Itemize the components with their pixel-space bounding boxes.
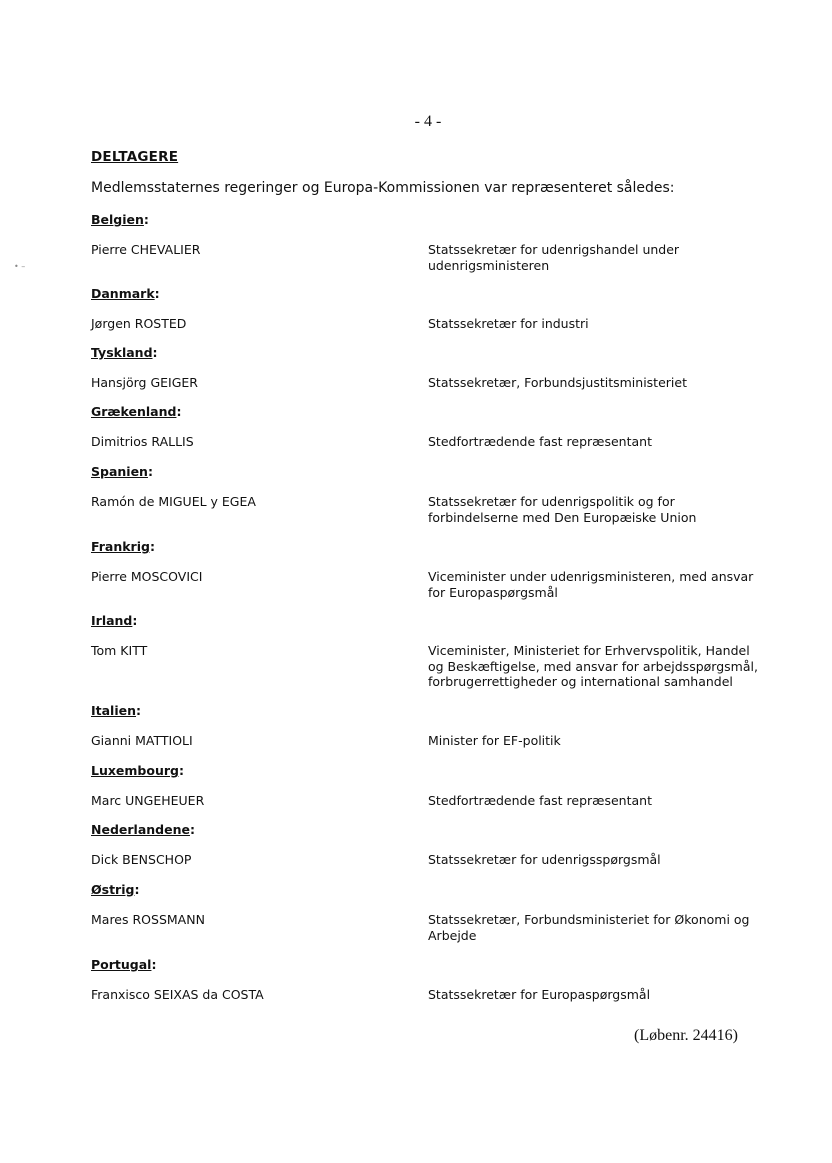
delegate-role-line: udenrigsministeren (428, 257, 550, 273)
delegate-role (428, 733, 788, 749)
country-name: Spanien (91, 464, 148, 479)
delegate-name: Ramón de MIGUEL y EGEA (91, 494, 256, 509)
country-heading: Luxembourg: (91, 763, 184, 778)
delegate-name: Hansjörg GEIGER (91, 375, 198, 390)
delegate-role (428, 375, 788, 391)
delegate-role (428, 912, 788, 943)
delegate-role-line: Viceminister under udenrigsministeren, med ansvar (428, 569, 754, 584)
delegate-role-line: for Europaspørgsmål (428, 584, 558, 600)
delegate-role-line: og Beskæftigelse, med ansvar for arbejdsspørgsmål, (428, 658, 758, 674)
country-heading: Tyskland: (91, 345, 158, 360)
delegate-role-line: forbindelserne med Den Europæiske Union (428, 509, 697, 525)
scan-margin-mark: • – (14, 262, 26, 271)
delegate-name: Marc UNGEHEUER (91, 793, 205, 808)
delegate-name: Pierre CHEVALIER (91, 242, 201, 257)
country-heading: Spanien: (91, 464, 153, 479)
delegate-role (428, 793, 788, 809)
country-heading: Frankrig: (91, 539, 155, 554)
country-name: Østrig (91, 882, 135, 897)
delegate-name: Gianni MATTIOLI (91, 733, 193, 748)
country-heading: Nederlandene: (91, 822, 195, 837)
country-heading: Irland: (91, 613, 138, 628)
delegate-name: Tom KITT (91, 643, 148, 658)
country-heading: Italien: (91, 703, 142, 718)
country-name: Grækenland (91, 404, 177, 419)
delegate-role-line: forbrugerrettigheder og international samhandel (428, 674, 733, 689)
country-name: Irland (91, 613, 133, 628)
delegate-role-line: Statssekretær for udenrigsspørgsmål (428, 852, 661, 867)
delegate-role (428, 569, 788, 600)
country-name: Tyskland (91, 345, 153, 360)
delegate-name: Dick BENSCHOP (91, 852, 192, 867)
country-heading: Østrig: (91, 882, 140, 897)
delegate-role-line: Stedfortrædende fast repræsentant (428, 434, 652, 449)
delegate-name: Jørgen ROSTED (91, 316, 187, 331)
delegate-role (428, 987, 788, 1003)
delegate-role-line: Viceminister, Ministeriet for Erhvervspolitik, Handel (428, 643, 750, 658)
delegate-role (428, 242, 788, 273)
delegate-role-line: Statssekretær, Forbundsministeriet for Økonomi og (428, 912, 750, 927)
delegate-name: Dimitrios RALLIS (91, 434, 194, 449)
country-name: Danmark (91, 286, 155, 301)
country-name: Portugal (91, 957, 152, 972)
delegate-role-line: Statssekretær for industri (428, 316, 589, 331)
section-heading: DELTAGERE (91, 149, 179, 165)
country-heading: Grækenland: (91, 404, 182, 419)
country-heading: Belgien: (91, 212, 149, 227)
country-name: Belgien (91, 212, 144, 227)
country-heading: Portugal: (91, 957, 157, 972)
delegate-role-line: Statssekretær for udenrigshandel under (428, 242, 680, 257)
delegate-role (428, 316, 788, 332)
delegate-role-line: Statssekretær for udenrigspolitik og for (428, 494, 675, 509)
delegate-role (428, 852, 788, 868)
delegate-role-line: Minister for EF-politik (428, 733, 561, 748)
country-name: Luxembourg (91, 763, 179, 778)
delegate-role-line: Arbejde (428, 927, 477, 943)
document-reference: (Løbenr. 24416) (634, 1027, 738, 1044)
delegate-name: Franxisco SEIXAS da COSTA (91, 987, 264, 1002)
country-name: Italien (91, 703, 137, 718)
delegate-name: Pierre MOSCOVICI (91, 569, 203, 584)
delegate-role (428, 434, 788, 450)
delegate-role (428, 494, 788, 525)
delegate-role-line: Statssekretær for Europaspørgsmål (428, 987, 651, 1002)
country-heading: Danmark: (91, 286, 160, 301)
country-name: Nederlandene (91, 822, 190, 837)
delegate-role (428, 643, 788, 690)
intro-text: Medlemsstaternes regeringer og Europa-Kommissionen var repræsenteret således: (91, 180, 675, 196)
delegate-name: Mares ROSSMANN (91, 912, 205, 927)
country-name: Frankrig (91, 539, 150, 554)
page-number: - 4 - (414, 113, 442, 130)
delegate-role-line: Statssekretær, Forbundsjustitsministeriet (428, 375, 687, 390)
delegate-role-line: Stedfortrædende fast repræsentant (428, 793, 652, 808)
